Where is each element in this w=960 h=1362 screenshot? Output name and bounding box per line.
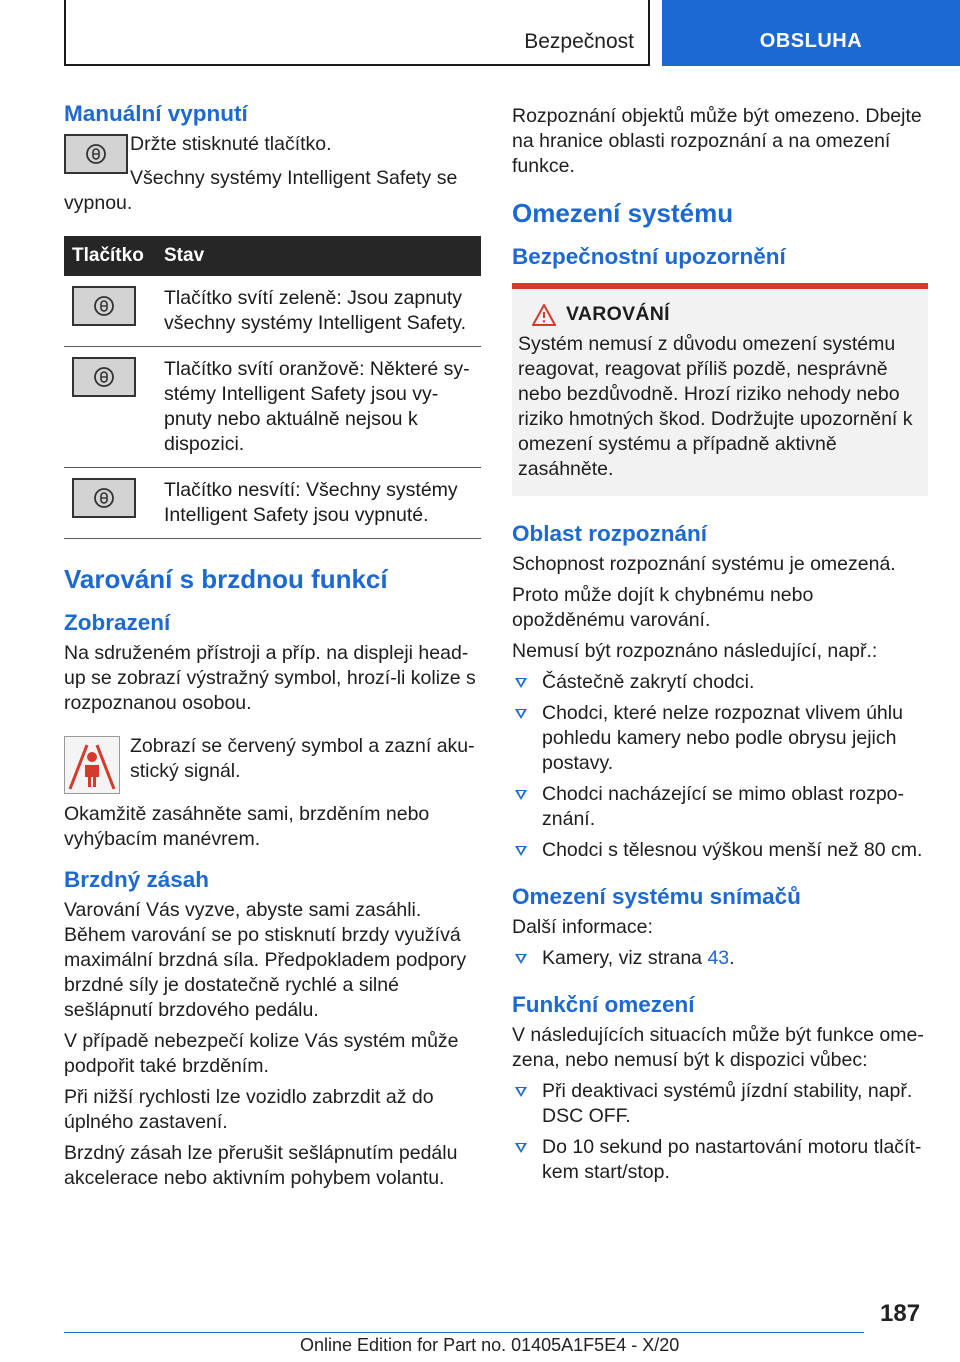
warning-box xyxy=(512,289,928,496)
bullet-triangle-icon xyxy=(515,1143,527,1153)
bullet-triangle-icon xyxy=(515,709,527,719)
footer-edition-text: Online Edition for Part no. 01405A1F5E4 - X/20 xyxy=(300,1335,680,1355)
table-row xyxy=(64,276,481,347)
warning-title-text: VAROVÁNÍ xyxy=(566,303,670,325)
heading-function-limits: Funkční omezení xyxy=(512,992,695,1017)
brake-p3: Při nižší rychlosti lze vozidlo zabrzdit až do úplného zastavení. xyxy=(64,1086,434,1133)
header-section-box xyxy=(64,0,650,66)
sensor-list xyxy=(512,946,928,971)
table-cell-status: Tlačítko svítí oranžově: Některé systémy Intelligent Safety jsou vypnuty nebo aktuálně nejsou k dispozici. xyxy=(156,347,481,468)
bullet-triangle-icon xyxy=(515,954,527,964)
display-p3: Okamžitě zasáhněte sami, brzděním nebo vyhýbacím manévrem. xyxy=(64,803,430,850)
table-header-status: Stav xyxy=(156,236,481,276)
warning-title xyxy=(518,303,922,326)
warning-text: Systém nemusí z důvodu omezení systému reagovat, reagovat příliš pozdě, nesprávně nebo bezdůvodně. Hrozí riziko nehody nebo riziko hmotných škod. Dodržujte upozornění k omezení systému a případně aktivně zasáhněte. xyxy=(518,333,913,480)
list-item: Do 10 sekund po nastartování motoru tlačítkem start/stop. xyxy=(512,1135,928,1185)
header-chapter-title: OBSLUHA xyxy=(759,30,863,52)
pedestrian-warning-icon xyxy=(64,736,120,794)
heading-brake-intervention: Brzdný zásah xyxy=(64,867,210,892)
list-item: Chodci, které nelze rozpoznat vlivem úhlu pohledu kamery nebo podle obrysu jejich postavy. xyxy=(512,701,928,776)
recognition-intro: Rozpoznání objektů může být omezeno. Dbejte na hranice oblasti rozpoznání a na omezení funkce. xyxy=(512,105,922,177)
heading-recognition-area: Oblast rozpoznání xyxy=(512,521,708,546)
right-column xyxy=(512,100,928,1191)
header-section-title: Bezpečnost xyxy=(524,30,634,53)
func-list xyxy=(512,1079,928,1185)
button-orange-icon xyxy=(72,357,136,397)
heading-safety-notes: Bezpečnostní upozornění xyxy=(512,244,786,269)
area-p1: Schopnost rozpoznání systému je omezená. xyxy=(512,553,896,575)
intelligent-safety-button-icon xyxy=(64,134,128,174)
bullet-triangle-icon xyxy=(515,1087,527,1097)
button-off-icon xyxy=(72,478,136,518)
display-p2: Zobrazí se červený symbol a zazní akustický signál. xyxy=(130,735,475,782)
warning-triangle-icon xyxy=(532,304,556,326)
heading-brake-warning: Varování s brzdnou funkcí xyxy=(64,564,388,594)
list-item: Částečně zakrytí chodci. xyxy=(512,670,928,695)
brake-p1: Varování Vás vyzve, abyste sami zasáhli. Během varování se po stisknutí brzdy využívá maximální brzdná síla. Předpokladem podpory brzdné síly je dostatečně rychlé a silné sešlápnutí brzdového pedálu. xyxy=(64,899,467,1021)
list-item: Při deaktivaci systémů jízdní stability, např. DSC OFF. xyxy=(512,1079,928,1129)
func-p1: V následujících situacích může být funkce omezena, nebo nemusí být k dispozici vůbec: xyxy=(512,1024,924,1071)
heading-display: Zobrazení xyxy=(64,610,171,635)
manual-off-p1: Držte stisknuté tlačítko. xyxy=(130,133,332,155)
page-number: 187 xyxy=(880,1300,921,1327)
table-row xyxy=(64,347,481,468)
area-list xyxy=(512,670,928,863)
display-p1: Na sdruženém přístroji a příp. na displeji head-up se zobrazí výstražný symbol, hrozí-li kolize s rozpoznanou osobou. xyxy=(64,642,476,714)
heading-manual-off: Manuální vypnutí xyxy=(64,101,248,126)
pedestrian-warning-row xyxy=(64,734,481,792)
table-cell-status: Tlačítko svítí zeleně: Jsou zapnuty všechny systémy Intelligent Safety. xyxy=(156,276,481,347)
table-cell-status: Tlačítko nesvítí: Všechny systémy Intelligent Safety jsou vypnuté. xyxy=(156,468,481,539)
heading-sensor-limits: Omezení systému snímačů xyxy=(512,884,801,909)
list-item: Chodci nacházející se mimo oblast rozpoznání. xyxy=(512,782,928,832)
area-p2: Proto může dojít k chybnému nebo opožděnému varování. xyxy=(512,584,814,631)
list-item: Kamery, viz strana 43. xyxy=(512,946,928,971)
table-header-button: Tlačítko xyxy=(64,236,156,276)
page-link[interactable]: 43 xyxy=(707,947,730,969)
button-green-icon xyxy=(72,286,136,326)
brake-p4: Brzdný zásah lze přerušit sešlápnutím pedálu akcelerace nebo aktivním pohybem volantu. xyxy=(64,1142,458,1189)
bullet-triangle-icon xyxy=(515,678,527,688)
left-column xyxy=(64,100,481,1197)
manual-off-instruction xyxy=(64,132,481,178)
list-item: Chodci s tělesnou výškou menší než 80 cm. xyxy=(512,838,928,863)
manual-off-p2: Všechny systémy Intelligent Safety se vypnou. xyxy=(64,167,458,214)
header-chapter-tab xyxy=(662,0,960,66)
sensor-p1: Další informace: xyxy=(512,916,653,938)
heading-system-limits: Omezení systému xyxy=(512,198,734,228)
bullet-triangle-icon xyxy=(515,846,527,856)
table-row xyxy=(64,468,481,539)
brake-p2: V případě nebezpečí kolize Vás systém může podpořit také brzděním. xyxy=(64,1030,459,1077)
footer xyxy=(64,1332,864,1355)
area-p3: Nemusí být rozpoznáno následující, např.: xyxy=(512,640,878,662)
button-status-table xyxy=(64,236,481,539)
bullet-triangle-icon xyxy=(515,790,527,800)
